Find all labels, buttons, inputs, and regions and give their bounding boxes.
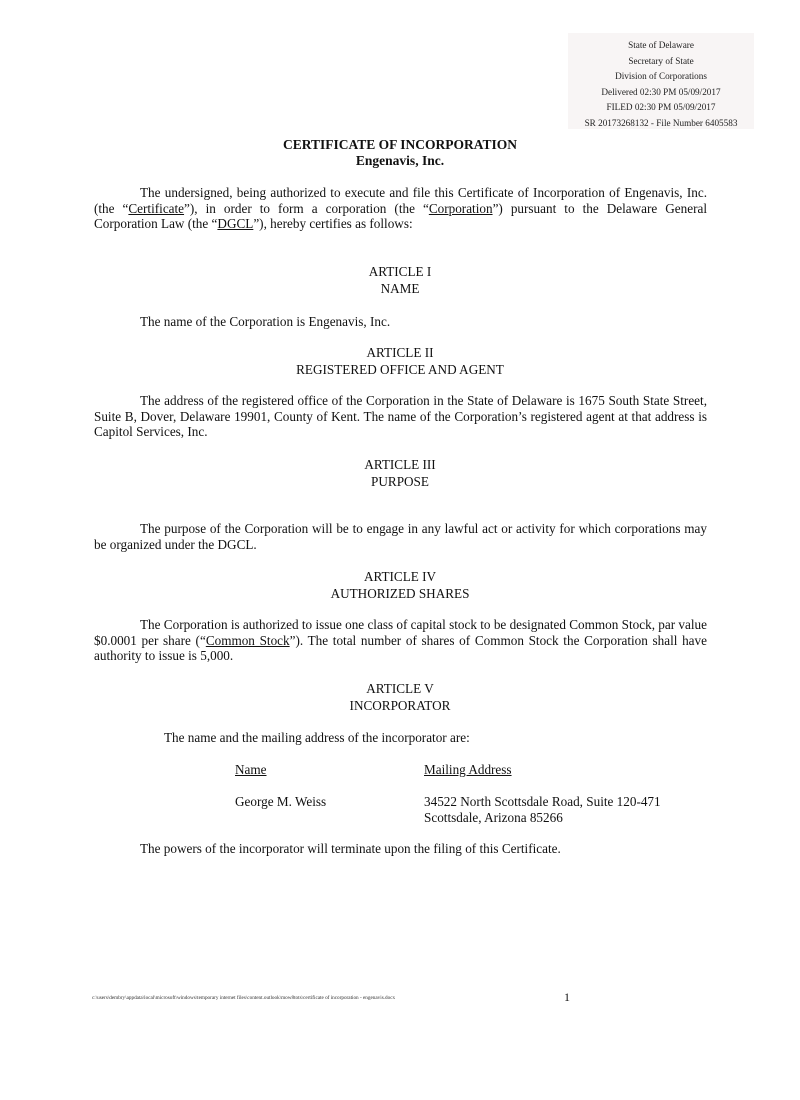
intro-text: The undersigned, being authorized to execute and file this Certificate of Incorporation of Engenavis, Inc. (the “ bbox=[94, 185, 707, 216]
defined-term-dgcl: DGCL bbox=[217, 216, 254, 232]
article-4-text: ”). The total number of shares of Common Stock the Corporation shall have authority to issue is 5,000. bbox=[94, 632, 707, 664]
article-title: REGISTERED OFFICE AND AGENT bbox=[296, 361, 504, 377]
article-5-closing: The powers of the incorporator will terminate upon the filing of this Certificate. bbox=[140, 841, 561, 856]
intro-text: ”) pursuant to the Delaware General Corporation Law (the “ bbox=[94, 200, 708, 232]
article-4-heading bbox=[0, 569, 800, 602]
article-3-heading bbox=[0, 457, 800, 490]
document-title: CERTIFICATE OF INCORPORATION bbox=[282, 137, 518, 152]
name-column-header: Name bbox=[235, 762, 267, 777]
article-2-heading bbox=[0, 345, 800, 378]
article-title: NAME bbox=[380, 280, 420, 296]
footer-file-path: c:\users\dembry\appdata\local\microsoft\windows\temporary internet files\content.outlook\mow8tots\certificate of incorporation - engenavis.docx bbox=[92, 995, 396, 1001]
article-2-text: The address of the registered office of the Corporation in the State of Delaware is 1675 South State Street, Suite B, Dover, Delaware 19901, County of Kent. The name of the Corporation’s registered agent at that address is Capitol Services, Inc. bbox=[94, 393, 707, 440]
stamp-line: State of Delaware bbox=[628, 40, 694, 50]
defined-term-corporation: Corporation bbox=[428, 200, 493, 216]
article-title: AUTHORIZED SHARES bbox=[330, 585, 470, 601]
article-number: ARTICLE IV bbox=[363, 569, 437, 584]
article-3-paragraph bbox=[94, 521, 707, 552]
incorporator-address-line2: Scottsdale, Arizona 85266 bbox=[424, 810, 563, 825]
article-5-intro: The name and the mailing address of the incorporator are: bbox=[164, 730, 470, 745]
article-title: INCORPORATOR bbox=[349, 697, 451, 713]
stamp-line: Delivered 02:30 PM 05/09/2017 bbox=[601, 86, 721, 97]
intro-text: ”), hereby certifies as follows: bbox=[253, 216, 413, 232]
article-number: ARTICLE I bbox=[368, 264, 432, 279]
intro-paragraph bbox=[94, 185, 707, 232]
article-5-heading bbox=[0, 681, 800, 714]
article-number: ARTICLE II bbox=[366, 345, 434, 360]
stamp-line: Secretary of State bbox=[628, 55, 694, 66]
address-column-header: Mailing Address bbox=[424, 762, 512, 777]
defined-term-common-stock: Common Stock bbox=[205, 632, 290, 648]
incorporator-name: George M. Weiss bbox=[235, 794, 327, 809]
document-title-block bbox=[0, 137, 800, 169]
filing-stamp bbox=[568, 33, 754, 129]
page-number: 1 bbox=[564, 990, 570, 1004]
intro-text: ”), in order to form a corporation (the “ bbox=[184, 200, 429, 216]
article-number: ARTICLE V bbox=[366, 681, 434, 696]
defined-term-certificate: Certificate bbox=[128, 200, 185, 216]
article-1-heading bbox=[0, 264, 800, 297]
stamp-line: SR 20173268132 - File Number 6405583 bbox=[584, 117, 738, 128]
document-subtitle: Engenavis, Inc. bbox=[355, 153, 445, 168]
article-3-text: The purpose of the Corporation will be to engage in any lawful act or activity for which corporations may be organized under the DGCL. bbox=[94, 521, 707, 552]
article-number: ARTICLE III bbox=[364, 457, 436, 472]
article-2-paragraph bbox=[94, 393, 707, 440]
article-4-text: The Corporation is authorized to issue one class of capital stock to be designated Common Stock, par value $0.0001 per share (“ bbox=[94, 617, 707, 648]
incorporator-address-line1: 34522 North Scottsdale Road, Suite 120-471 bbox=[424, 794, 661, 809]
stamp-line: FILED 02:30 PM 05/09/2017 bbox=[606, 102, 716, 113]
article-1-text: The name of the Corporation is Engenavis, Inc. bbox=[140, 314, 391, 329]
stamp-line: Division of Corporations bbox=[615, 71, 707, 82]
article-title: PURPOSE bbox=[371, 473, 429, 489]
article-4-paragraph bbox=[94, 617, 707, 664]
